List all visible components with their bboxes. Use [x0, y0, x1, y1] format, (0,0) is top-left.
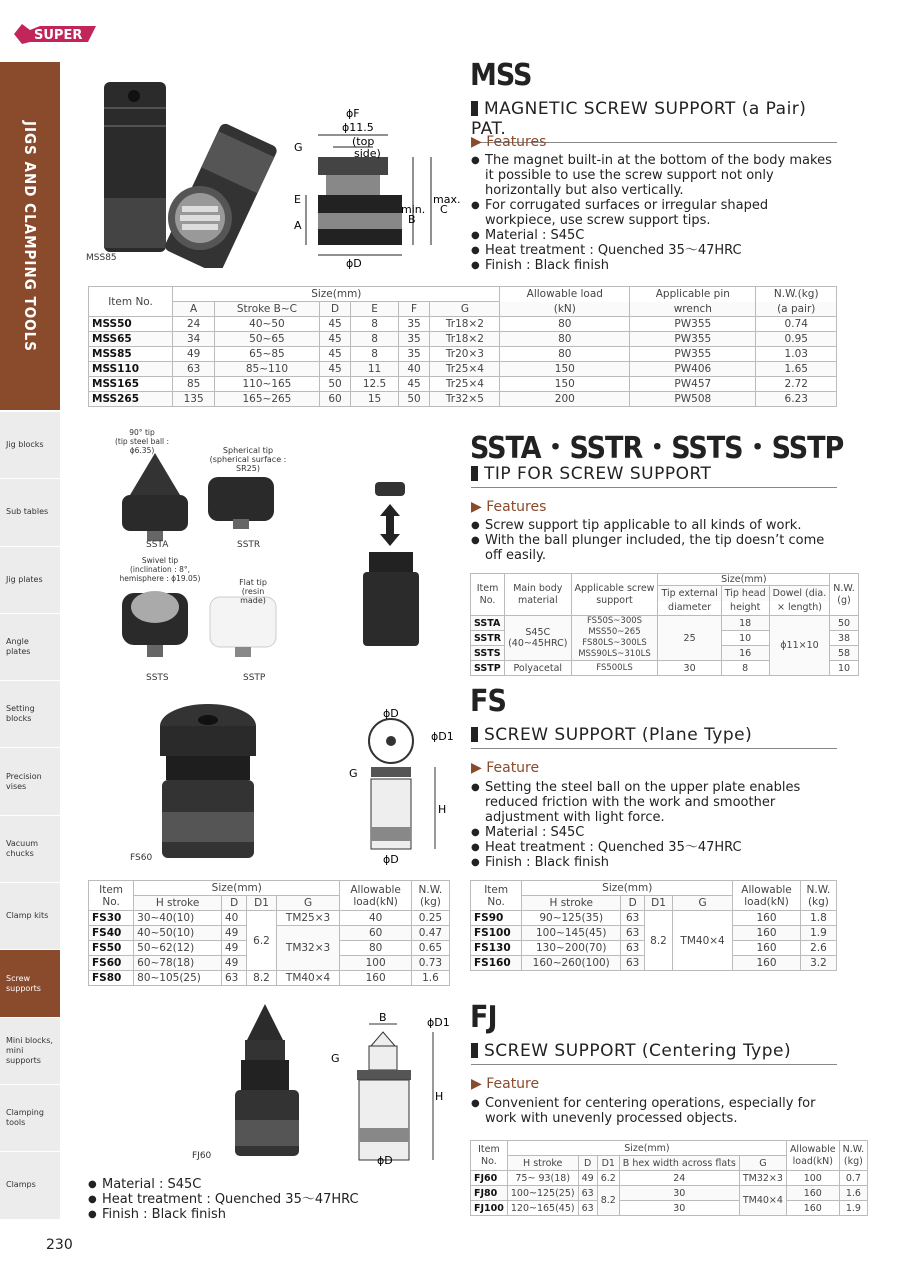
fs-spec-table-right: Item No. Size(mm) Allowable load(kN) N.W. (kg) H stroke D D1 G FS90 90~125(35) 63 8.2 TM40×4 160 1.8 FS100 100~145(45) 63 160 1.9 FS130 130~200(70) 63 160 2.6 FS160 160~260(100) 63 160 3.2 — [470, 880, 837, 971]
fs-feature-label: ▶ Feature — [471, 760, 540, 776]
mss-features-label: ▶ Features — [471, 134, 547, 150]
fs-dimension-diagram — [343, 705, 458, 870]
tip-flat-label: Flat tip (resin made) — [239, 578, 267, 605]
tips-code: SSTA・SSTR・SSTS・SSTP — [470, 431, 844, 466]
tip-sstr-label: SSTR — [237, 540, 261, 550]
fj-material-list: ● Material : S45C ● Heat treatment : Quenched 35～47HRC ● Finish : Black finish — [88, 1177, 408, 1222]
fj-code: FJ — [470, 1000, 497, 1035]
tip-swivel-label: Swivel tip (inclination : 8°, hemisphere : ϕ19.05) — [119, 556, 201, 583]
fj-title: SCREW SUPPORT (Centering Type) — [471, 1041, 837, 1065]
mss-product-photo — [90, 78, 280, 268]
screw-support-with-tip-photo — [355, 478, 430, 648]
sidebar-category[interactable]: JIGS AND CLAMPING TOOLS — [0, 62, 60, 412]
fs-photo-label: FS60 — [130, 853, 153, 863]
table-row: MSS50 24 40~50 45 8 35 Tr18×2 80 PW355 0.74 — [89, 317, 837, 332]
sidebar-item-vacuum-chucks[interactable]: Vacuum chucks — [0, 816, 60, 883]
sidebar — [0, 62, 60, 1242]
svg-text:H: H — [435, 1090, 444, 1103]
tips-spec-table: Item No. Main body material Applicable screw support Size(mm) N.W. (g) Tip external Tip head Dowel (dia. diameter height × length) SSTA S45C (40~45HRC) FS50S~300S MSS50~265 FS80LS~300LS MSS90LS~310LS 25 18 ϕ11×10 50 SSTR 10 38 SSTS 16 58 SSTP Polyacetal FS500LS 30 8 10 — [470, 573, 859, 676]
svg-text:ϕ11.5: ϕ11.5 — [342, 121, 374, 134]
sidebar-item-clamp-kits[interactable]: Clamp kits — [0, 883, 60, 950]
sidebar-item-setting-blocks[interactable]: Setting blocks — [0, 681, 60, 748]
sidebar-item-sub-tables[interactable]: Sub tables — [0, 479, 60, 546]
svg-text:ϕD: ϕD — [346, 257, 362, 270]
svg-text:ϕD1: ϕD1 — [427, 1016, 450, 1029]
sidebar-item-mini-blocks[interactable]: Mini blocks, mini supports — [0, 1018, 60, 1085]
sidebar-item-screw-supports[interactable]: Screw supports — [0, 950, 60, 1017]
mss-title: MAGNETIC SCREW SUPPORT (a Pair) PAT. — [471, 99, 837, 143]
sidebar-item-jig-plates[interactable]: Jig plates — [0, 547, 60, 614]
svg-text:side): side) — [354, 147, 381, 160]
fs-spec-table-left: Item No. Size(mm) Allowable load(kN) N.W. (kg) H stroke D D1 G FS30 30~40(10) 40 6.2 TM25×3 40 0.25 FS40 40~50(10) 49 TM32×3 60 0.47 FS50 50~62(12) 49 80 0.65 FS60 60~78(18) 49 100 0.73 FS80 80~105(25) 63 8.2 TM40×4 160 1.6 — [88, 880, 450, 986]
page-number: 230 — [46, 1237, 73, 1253]
tips-title: TIP FOR SCREW SUPPORT — [471, 464, 837, 488]
svg-text:ϕD: ϕD — [377, 1154, 393, 1167]
svg-text:G: G — [349, 767, 358, 780]
tips-features-label: ▶ Features — [471, 499, 547, 515]
svg-text:G: G — [294, 141, 303, 154]
sidebar-item-angle-plates[interactable]: Angle plates — [0, 614, 60, 681]
table-row: MSS110 63 85~110 45 11 40 Tr25×4 150 PW406 1.65 — [89, 362, 837, 377]
tip-spherical-label: Spherical tip (spherical surface : SR25) — [209, 446, 287, 473]
table-row: MSS65 34 50~65 45 8 35 Tr18×2 80 PW355 0.95 — [89, 332, 837, 347]
mss-features-list: ● The magnet built-in at the bottom of the body makes it possible to use the screw support not only horizontally but also vertically. ● For corrugated surfaces or irregular shaped workpiece, use screw support tips. ● Material : S45C ● Heat treatment : Quenched 35～47HRC ● Finish : Black finish — [471, 153, 841, 273]
mss-spec-table: Item No. Size(mm) Allowable load Applicable pin N.W.(kg) A Stroke B~C D E F G (kN) wrench (a pair) MSS50 24 40~50 45 8 35 Tr18×2 80 PW355 0.74 MSS65 34 50~65 45 8 35 Tr18×2 80 PW355 0.95 MSS85 49 65~85 45 8 35 Tr20×3 80 PW355 1.03 MSS110 63 85~110 45 11 40 Tr25×4 150 PW406 1.65 MSS165 85 110~165 50 12.5 45 Tr25×4 150 PW457 2.72 MSS265 135 165~265 60 15 50 Tr32×5 200 PW508 6.23 — [88, 286, 837, 407]
svg-text:C: C — [440, 203, 448, 216]
svg-text:min.: min. — [401, 203, 426, 216]
fs-code: FS — [470, 684, 506, 719]
fj-spec-table: Item No. Size(mm) Allowable load(kN) N.W. (kg) H stroke D D1 B hex width across flats G FJ60 75~ 93(18) 49 6.2 24 TM32×3 100 0.7 FJ80 100~125(25) 63 8.2 30 TM40×4 160 1.6 FJ100 120~165(45) 63 30 160 1.9 — [470, 1140, 868, 1216]
svg-text:ϕD: ϕD — [383, 853, 399, 866]
svg-text:ϕD: ϕD — [383, 707, 399, 720]
tip-ssta-label: SSTA — [146, 540, 169, 550]
table-row: MSS85 49 65~85 45 8 35 Tr20×3 80 PW355 1.03 — [89, 347, 837, 362]
fs-title: SCREW SUPPORT (Plane Type) — [471, 725, 837, 749]
tips-features-list: ● Screw support tip applicable to all kinds of work. ● With the ball plunger included, the tip doesn’t come off easily. — [471, 518, 836, 563]
svg-text:(top: (top — [352, 135, 375, 148]
svg-text:B: B — [379, 1012, 387, 1024]
tip-ssts-label: SSTS — [146, 673, 169, 683]
fj-features-list: ● Convenient for centering operations, especially for work with unevenly processed objects. — [471, 1096, 841, 1126]
tip-sstp-label: SSTP — [243, 673, 266, 683]
fj-photo-label: FJ60 — [192, 1151, 212, 1161]
mss-dimension-diagram — [288, 105, 463, 270]
svg-text:A: A — [294, 219, 302, 232]
sidebar-item-jig-blocks[interactable]: Jig blocks — [0, 412, 60, 479]
tip-90-label: 90° tip (tip steel ball : ϕ6.35) — [114, 428, 170, 455]
table-row: MSS165 85 110~165 50 12.5 45 Tr25×4 150 PW457 2.72 — [89, 377, 837, 392]
fj-dimension-diagram — [325, 1012, 465, 1172]
fj-feature-label: ▶ Feature — [471, 1076, 540, 1092]
mss-code: MSS — [470, 58, 532, 93]
sidebar-item-clamps[interactable]: Clamps — [0, 1152, 60, 1219]
table-row: MSS265 135 165~265 60 15 50 Tr32×5 200 PW508 6.23 — [89, 392, 837, 407]
svg-text:E: E — [294, 193, 301, 206]
sidebar-item-precision-vises[interactable]: Precision vises — [0, 748, 60, 815]
fs-features-list: ● Setting the steel ball on the upper plate enables reduced friction with the work and smoother adjustment with light force. ● Material : S45C ● Heat treatment : Quenched 35～47HRC ● Finish : Black finish — [471, 780, 841, 870]
svg-text:SUPER: SUPER — [34, 28, 83, 43]
super-logo — [12, 22, 96, 46]
sidebar-item-clamping-tools[interactable]: Clamping tools — [0, 1085, 60, 1152]
svg-text:max.: max. — [433, 193, 461, 206]
svg-text:G: G — [331, 1052, 340, 1065]
svg-text:H: H — [438, 803, 447, 816]
svg-text:B: B — [408, 213, 416, 226]
mss-photo-label: MSS85 — [86, 253, 117, 263]
fs-product-photo — [150, 700, 280, 870]
svg-text:ϕD1: ϕD1 — [431, 730, 454, 743]
fj-product-photo — [205, 1000, 330, 1160]
svg-text:ϕF: ϕF — [346, 107, 360, 120]
